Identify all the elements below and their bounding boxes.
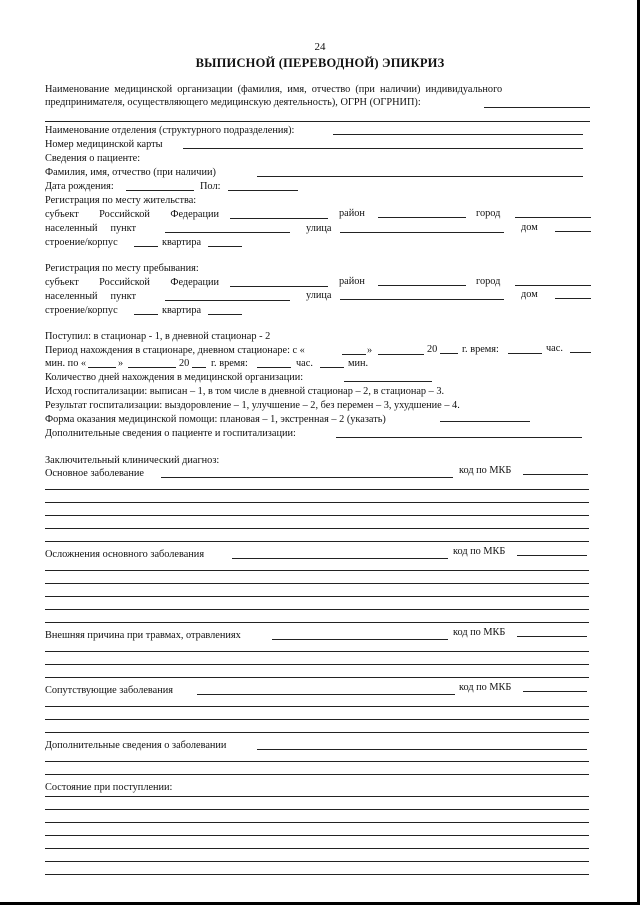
external-cause-label: Внешняя причина при травмах, отравлениях — [45, 630, 241, 641]
concomitant-label: Сопутствующие заболевания — [45, 685, 173, 696]
reg-stay-street-label: улица — [306, 290, 332, 301]
main-disease-label: Основное заболевание — [45, 468, 144, 479]
period-to-min-field[interactable] — [320, 367, 344, 368]
reg-stay-settlement-field[interactable] — [165, 300, 290, 301]
main-disease-line[interactable] — [45, 541, 589, 542]
period-year-prefix: 20 — [427, 344, 438, 355]
complications-label: Осложнения основного заболевания — [45, 549, 205, 560]
outcome-text: Исход госпитализации: выписан – 1, в том числе в дневной стационар – 2, в стационар – 3. — [45, 386, 445, 397]
card-label: Номер медицинской карты — [45, 139, 163, 150]
org-field-line2[interactable] — [45, 121, 590, 122]
period-to-day-field[interactable] — [88, 367, 116, 368]
concomitant-mkb-label: код по МКБ — [459, 682, 512, 693]
reg-residence-building-label: строение/корпус — [45, 237, 118, 248]
reg-residence-subject-label: субъект Российской Федерации — [45, 209, 219, 220]
period-hour-label: час. — [546, 343, 563, 354]
admitted-text: Поступил: в стационар - 1, в дневной стационар - 2 — [45, 331, 271, 342]
admission-state-line[interactable] — [45, 861, 589, 862]
period-to-month-field[interactable] — [128, 367, 176, 368]
dept-label: Наименование отделения (структурного подразделения): — [45, 125, 295, 136]
main-disease-line[interactable] — [45, 515, 589, 516]
reg-stay-district-field[interactable] — [378, 285, 466, 286]
page-title: ВЫПИСНОЙ (ПЕРЕВОДНОЙ) ЭПИКРИЗ — [195, 56, 445, 70]
reg-stay-street-field[interactable] — [340, 299, 504, 300]
period-from-min-field[interactable] — [570, 352, 591, 353]
reg-stay-building-label: строение/корпус — [45, 305, 118, 316]
main-disease-field[interactable] — [161, 477, 453, 478]
birth-field[interactable] — [126, 190, 194, 191]
period-to-year-field[interactable] — [192, 367, 206, 368]
form-field[interactable] — [440, 421, 530, 422]
external-cause-line[interactable] — [45, 677, 589, 678]
org-label-line2: предпринимателя, осуществляющего медицинскую деятельность), ОГРН (ОГРНИП): — [45, 97, 421, 108]
reg-residence-settlement-label: населенный пункт — [45, 223, 136, 234]
reg-stay-subject-field[interactable] — [230, 286, 328, 287]
reg-stay-house-field[interactable] — [555, 298, 591, 299]
period-from-month-field[interactable] — [378, 354, 424, 355]
admission-state-line[interactable] — [45, 822, 589, 823]
complications-line[interactable] — [45, 609, 589, 610]
complications-mkb-label: код по МКБ — [453, 546, 506, 557]
period-to-year-prefix: 20 — [179, 358, 190, 369]
reg-residence-city-field[interactable] — [515, 217, 591, 218]
period-to-hour-label: час. — [296, 358, 313, 369]
reg-residence-street-field[interactable] — [340, 232, 504, 233]
reg-residence-apartment-label: квартира — [162, 237, 202, 248]
complications-mkb-field[interactable] — [517, 555, 587, 556]
complications-field[interactable] — [232, 558, 448, 559]
complications-line[interactable] — [45, 596, 589, 597]
reg-residence-district-label: район — [339, 208, 365, 219]
concomitant-line[interactable] — [45, 706, 589, 707]
period-from-day-field[interactable] — [342, 354, 366, 355]
complications-line[interactable] — [45, 570, 589, 571]
reg-residence-apartment-field[interactable] — [208, 246, 242, 247]
period-to-min-label: мин. — [348, 358, 369, 369]
sex-field[interactable] — [228, 190, 298, 191]
period-to-time-label: г. время: — [211, 358, 248, 369]
admission-state-line[interactable] — [45, 796, 589, 797]
org-label-line1: Наименование медицинской организации (фамилия, имя, отчество (при наличии) индивидуального — [45, 84, 503, 95]
hosp-extra-field[interactable] — [336, 437, 582, 438]
result-text: Результат госпитализации: выздоровление – 1, улучшение – 2, без перемен – 3, ухудшение – 4. — [45, 400, 460, 411]
period-label: Период нахождения в стационаре, дневном стационаре: с « — [45, 345, 305, 356]
main-disease-line[interactable] — [45, 489, 589, 490]
days-label: Количество дней нахождения в медицинской организации: — [45, 372, 304, 383]
reg-residence-subject-field[interactable] — [230, 218, 328, 219]
reg-residence-building-field[interactable] — [134, 246, 158, 247]
period-quote: » — [367, 345, 373, 356]
reg-residence-district-field[interactable] — [378, 217, 466, 218]
admission-state-line[interactable] — [45, 835, 589, 836]
reg-stay-district-label: район — [339, 276, 365, 287]
reg-residence-house-field[interactable] — [555, 231, 591, 232]
period-from-hour-field[interactable] — [508, 353, 542, 354]
external-cause-line[interactable] — [45, 664, 589, 665]
period-from-year-field[interactable] — [440, 353, 458, 354]
diagnosis-header: Заключительный клинический диагноз: — [45, 455, 220, 466]
page-number: 24 — [314, 41, 326, 53]
concomitant-field[interactable] — [197, 694, 455, 695]
reg-residence-street-label: улица — [306, 223, 332, 234]
sex-label: Пол: — [200, 181, 221, 192]
reg-stay-settlement-label: населенный пункт — [45, 291, 136, 302]
reg-stay-city-field[interactable] — [515, 285, 591, 286]
reg-stay-subject-label: субъект Российской Федерации — [45, 277, 219, 288]
admission-state-line[interactable] — [45, 874, 589, 875]
main-disease-line[interactable] — [45, 502, 589, 503]
patient-header: Сведения о пациенте: — [45, 153, 141, 164]
reg-stay-apartment-field[interactable] — [208, 314, 242, 315]
birth-label: Дата рождения: — [45, 181, 114, 192]
reg-stay-building-field[interactable] — [134, 314, 158, 315]
days-field[interactable] — [344, 381, 432, 382]
external-cause-field[interactable] — [272, 639, 448, 640]
external-cause-line[interactable] — [45, 651, 589, 652]
extra-disease-label: Дополнительные сведения о заболевании — [45, 740, 227, 751]
reg-residence-settlement-field[interactable] — [165, 232, 290, 233]
reg-residence-house-label: дом — [521, 222, 538, 233]
main-mkb-label: код по МКБ — [459, 465, 512, 476]
extra-disease-field[interactable] — [257, 749, 587, 750]
card-field[interactable] — [183, 148, 583, 149]
main-disease-line[interactable] — [45, 528, 589, 529]
complications-line[interactable] — [45, 583, 589, 584]
period-to-hour-field[interactable] — [257, 367, 291, 368]
reg-stay-city-label: город — [476, 276, 501, 287]
reg-stay-apartment-label: квартира — [162, 305, 202, 316]
concomitant-mkb-field[interactable] — [523, 691, 587, 692]
complications-line[interactable] — [45, 622, 589, 623]
concomitant-line[interactable] — [45, 732, 589, 733]
org-field[interactable] — [484, 107, 590, 108]
admission-state-label: Состояние при поступлении: — [45, 782, 173, 793]
dept-field[interactable] — [333, 134, 583, 135]
reg-stay-house-label: дом — [521, 289, 538, 300]
reg-residence-header: Регистрация по месту жительства: — [45, 195, 197, 206]
form-label: Форма оказания медицинской помощи: плановая – 1, экстренная – 2 (указать) — [45, 414, 386, 425]
reg-residence-city-label: город — [476, 208, 501, 219]
hosp-extra-label: Дополнительные сведения о пациенте и госпитализации: — [45, 428, 296, 439]
period-to-label: мин. по « — [45, 358, 87, 369]
period-to-quote: » — [118, 358, 124, 369]
concomitant-line[interactable] — [45, 719, 589, 720]
reg-stay-header: Регистрация по месту пребывания: — [45, 263, 199, 274]
extra-disease-line[interactable] — [45, 774, 589, 775]
main-mkb-field[interactable] — [523, 474, 588, 475]
extra-disease-line[interactable] — [45, 761, 589, 762]
external-mkb-field[interactable] — [517, 636, 587, 637]
admission-state-line[interactable] — [45, 809, 589, 810]
external-mkb-label: код по МКБ — [453, 627, 506, 638]
admission-state-line[interactable] — [45, 848, 589, 849]
fio-field[interactable] — [257, 176, 583, 177]
fio-label: Фамилия, имя, отчество (при наличии) — [45, 167, 216, 178]
period-time-label: г. время: — [462, 344, 499, 355]
